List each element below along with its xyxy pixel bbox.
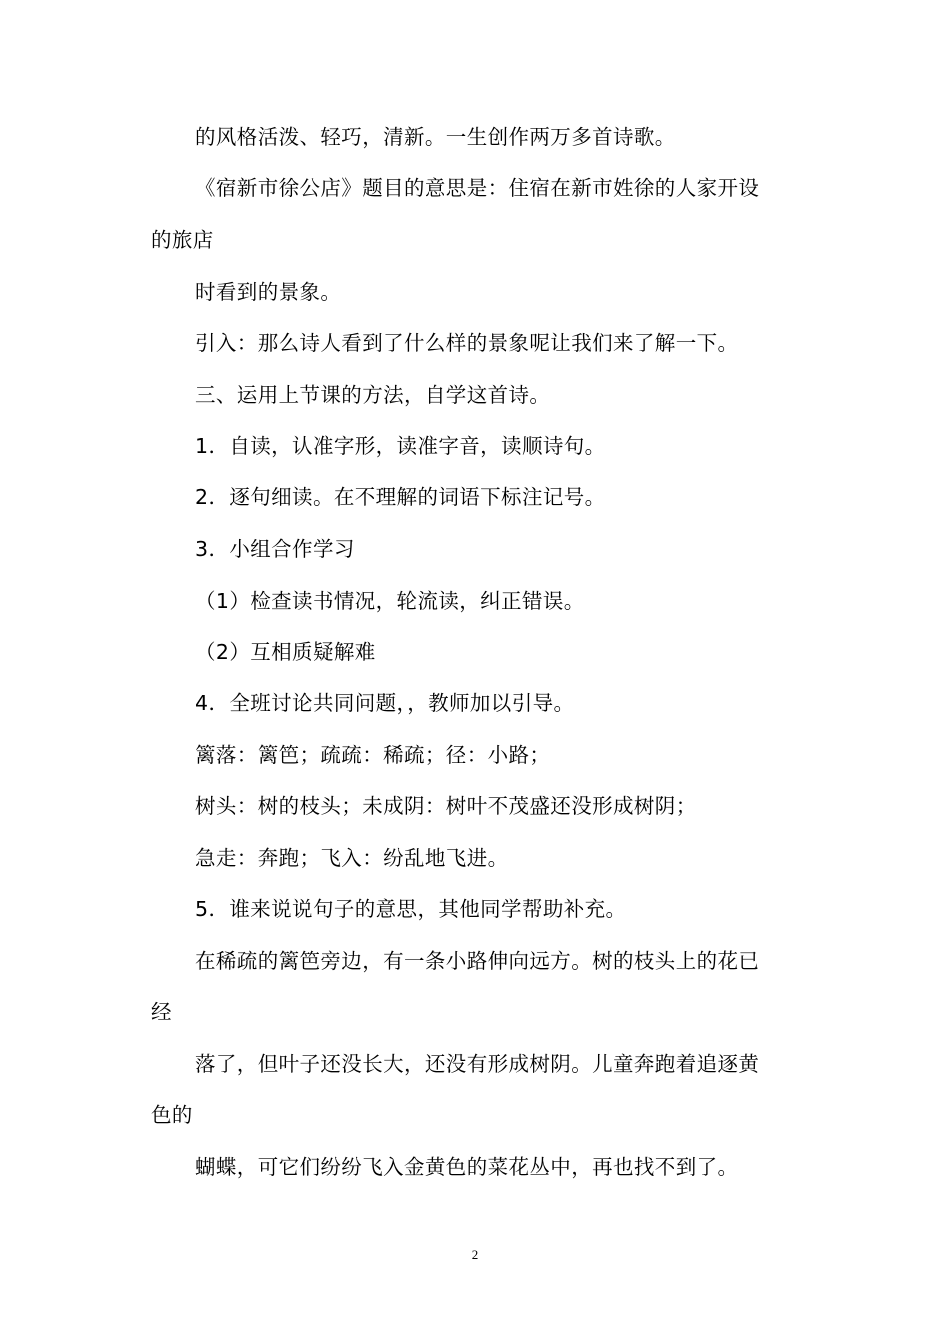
text-line: 3．小组合作学习: [195, 537, 355, 561]
text-line: 4．全班讨论共同问题，，教师加以引导。: [195, 691, 575, 715]
text-line: 篱落：篱笆；疏疏：稀疏；径：小路；: [195, 743, 551, 767]
text-line: 1．自读，认准字形，读准字音，读顺诗句。: [195, 434, 606, 458]
section-heading: 三、运用上节课的方法，自学这首诗。: [195, 383, 551, 407]
text-line: 树头：树的枝头；未成阴：树叶不茂盛还没形成树阴；: [195, 794, 697, 818]
text-line: 蝴蝶，可它们纷纷飞入金黄色的菜花丛中，再也找不到了。: [195, 1155, 739, 1179]
text-line: 《宿新市徐公店》题目的意思是：住宿在新市姓徐的人家开设: [195, 176, 760, 200]
text-line: （2）互相质疑解难: [195, 640, 376, 664]
text-line: 经: [151, 1000, 172, 1024]
text-line: 2．逐句细读。在不理解的词语下标注记号。: [195, 485, 606, 509]
page-number: 2: [471, 1247, 479, 1262]
text-line: 的风格活泼、轻巧，清新。一生创作两万多首诗歌。: [195, 125, 676, 149]
text-line: 5．谁来说说句子的意思，其他同学帮助补充。: [195, 897, 627, 921]
text-line: 的旅店: [151, 228, 214, 252]
text-line: 时看到的景象。: [195, 280, 342, 304]
text-line: 急走：奔跑；飞入：纷乱地飞进。: [195, 846, 509, 870]
text-line: 色的: [151, 1103, 193, 1127]
text-line: （1）检查读书情况，轮流读，纠正错误。: [195, 589, 585, 613]
text-line: 引入：那么诗人看到了什么样的景象呢让我们来了解一下。: [195, 331, 739, 355]
text-line: 落了，但叶子还没长大，还没有形成树阴。儿童奔跑着追逐黄: [195, 1052, 760, 1076]
text-line: 在稀疏的篱笆旁边，有一条小路伸向远方。树的枝头上的花已: [195, 949, 760, 973]
